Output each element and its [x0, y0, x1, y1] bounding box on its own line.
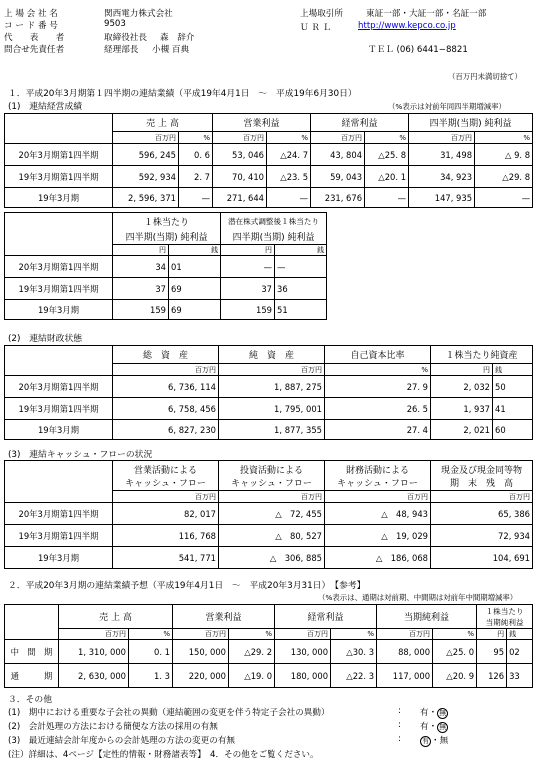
cell: 1, 795, 001 [219, 398, 325, 420]
cell: 159 [221, 300, 275, 320]
other-item-1-colon: : [398, 706, 401, 716]
cell: 27. 9 [325, 376, 431, 398]
section1-sub1: (1) 連結経営成績 [8, 102, 83, 112]
unit: 銭 [169, 245, 221, 256]
contact-label: 問合せ先責任者 [4, 45, 65, 55]
cell: 2. 7 [179, 166, 213, 188]
representative-label: 代 表 者 [4, 33, 65, 43]
cell: 02 [507, 640, 533, 664]
cell: 159 [113, 300, 169, 320]
cell: 26. 5 [325, 398, 431, 420]
cell: 37 [221, 278, 275, 300]
choice-yes: 有 [420, 722, 429, 732]
cell: 43, 804 [311, 144, 365, 166]
unit: % [325, 364, 431, 376]
unit: % [179, 132, 213, 144]
table-row [5, 144, 533, 166]
cell: 2, 021 [431, 420, 493, 440]
cell: 59, 043 [311, 166, 365, 188]
table-row [5, 525, 533, 547]
unit: % [331, 629, 377, 640]
cell: △19. 0 [229, 664, 275, 688]
tel: ＴＥＬ (06) 6441−8821 [368, 45, 468, 55]
table-row [5, 256, 327, 278]
cell: 41 [493, 398, 533, 420]
other-item-1: (1) 期中における重要な子会社の異動（連結範囲の変更を伴う特定子会社の異動） [8, 708, 330, 718]
cell: 34 [113, 256, 169, 278]
col-ordinary-income: 経常利益 [275, 605, 377, 629]
other-item-1-choice [420, 706, 448, 719]
row-label: 19年3月期 [5, 420, 113, 440]
cell: 27. 4 [325, 420, 431, 440]
row-label: 19年3月期第1四半期 [5, 166, 113, 188]
cell: 37 [113, 278, 169, 300]
contact-name: 小槻 百典 [152, 45, 190, 55]
unit: 円 [113, 245, 169, 256]
contact-title: 経理部長 [104, 45, 139, 55]
forecast-table [4, 604, 533, 688]
cell: 6, 758, 456 [113, 398, 219, 420]
row-label: 19年3月期第1四半期 [5, 278, 113, 300]
cell: 72, 934 [431, 525, 533, 547]
unit: 百万円 [213, 132, 267, 144]
exchange-value: 東証一部・大証一部・名証一部 [366, 9, 487, 19]
table-row [5, 398, 533, 420]
col-bps: １株当たり純資産 [431, 346, 533, 364]
table-row [5, 300, 327, 320]
cell: △30. 3 [331, 640, 377, 664]
col-diluted-eps-head1: 潜在株式調整後１株当たり [221, 213, 327, 230]
col-operating-cf: 営業活動による キャッシュ・フロー [113, 461, 219, 491]
cell: 592, 934 [113, 166, 179, 188]
cell: 1, 310, 000 [59, 640, 129, 664]
cash-flow-table [4, 460, 533, 569]
cell: 231, 676 [311, 188, 365, 208]
row-label: 20年3月期第1四半期 [5, 503, 113, 525]
cell: 1, 937 [431, 398, 493, 420]
financial-position-table [4, 345, 533, 440]
row-label: 19年3月期 [5, 547, 113, 569]
unit: 百万円 [219, 364, 325, 376]
cell: 34, 923 [409, 166, 475, 188]
cell: 117, 000 [377, 664, 433, 688]
cell: △ 19, 029 [325, 525, 431, 547]
company-url-link[interactable]: http://www.kepco.co.jp [358, 21, 456, 31]
cell: — [275, 256, 327, 278]
col-eps-head2: 四半期(当期) 純利益 [113, 230, 221, 245]
unit: % [475, 132, 533, 144]
col-diluted-eps-head2: 四半期(当期) 純利益 [221, 230, 327, 245]
cell: △29. 2 [229, 640, 275, 664]
unit: 円 [431, 364, 493, 376]
col-net-income: 四半期(当期) 純利益 [409, 114, 533, 132]
cell: △20. 1 [365, 166, 409, 188]
cell: 596, 245 [113, 144, 179, 166]
cell: 130, 000 [275, 640, 331, 664]
unit: 百万円 [113, 364, 219, 376]
col-operating-income: 営業利益 [173, 605, 275, 629]
unit: 百万円 [275, 629, 331, 640]
company-label: 上 場 会 社 名 [4, 9, 58, 19]
cell: 95 [477, 640, 507, 664]
cell: △ 48, 943 [325, 503, 431, 525]
cell: 220, 000 [173, 664, 229, 688]
cell: 271, 644 [213, 188, 267, 208]
cell: 33 [507, 664, 533, 688]
unit: 銭 [275, 245, 327, 256]
cell: 116, 768 [113, 525, 219, 547]
cell: 50 [493, 376, 533, 398]
unit: 円 [221, 245, 275, 256]
col-eps-head1: １株当たり [113, 213, 221, 230]
table-row [5, 420, 533, 440]
cell: 6, 736, 114 [113, 376, 219, 398]
section1-sub1-note: （%表示は対前年同四半期増減率） [388, 102, 506, 111]
cell: 69 [169, 300, 221, 320]
other-item-3-colon: : [398, 734, 401, 744]
cell: △ 186, 068 [325, 547, 431, 569]
exchange-label: 上場取引所 [300, 9, 343, 19]
unit: 百万円 [311, 132, 365, 144]
unit: 百万円 [377, 629, 433, 640]
unit: 百万円 [113, 132, 179, 144]
code-value: 9503 [104, 19, 126, 29]
cell: 541, 771 [113, 547, 219, 569]
unit: 銭 [507, 629, 533, 640]
cell: 147, 935 [409, 188, 475, 208]
unit: 百万円 [431, 491, 533, 503]
cell: △20. 9 [433, 664, 477, 688]
unit: % [129, 629, 173, 640]
table-row [5, 547, 533, 569]
cell: — [365, 188, 409, 208]
cell: △24. 7 [267, 144, 311, 166]
footnote: (注）詳細は、4ページ【定性的情報・財務諸表等】 4．その他をご覧ください。 [8, 750, 319, 760]
row-label: 19年3月期 [5, 188, 113, 208]
cell: 2, 630, 000 [59, 664, 129, 688]
col-total-assets: 総 資 産 [113, 346, 219, 364]
row-label: 通 期 [5, 664, 59, 688]
row-label: 中 間 期 [5, 640, 59, 664]
cell: 53, 046 [213, 144, 267, 166]
cell: 180, 000 [275, 664, 331, 688]
cell: 70, 410 [213, 166, 267, 188]
cell: — [475, 188, 533, 208]
cell: 6, 827, 230 [113, 420, 219, 440]
unit: 百万円 [219, 491, 325, 503]
cell: △ 80, 527 [219, 525, 325, 547]
col-net-assets: 純 資 産 [219, 346, 325, 364]
cell: △ 72, 455 [219, 503, 325, 525]
cell: 36 [275, 278, 327, 300]
cell: 60 [493, 420, 533, 440]
row-label: 19年3月期第1四半期 [5, 398, 113, 420]
other-item-3-choice [420, 734, 448, 747]
choice-no-circled: 無 [439, 709, 447, 717]
unit: % [267, 132, 311, 144]
col-eps: １株当たり 当期純利益 [477, 605, 533, 629]
col-cash-balance: 現金及び現金同等物 期 末 残 高 [431, 461, 533, 491]
cell: △ 9. 8 [475, 144, 533, 166]
cell: 31, 498 [409, 144, 475, 166]
unit: 百万円 [173, 629, 229, 640]
cell: △25. 8 [365, 144, 409, 166]
col-net-income: 当期純利益 [377, 605, 477, 629]
unit-note: （百万円未満切捨て） [448, 72, 522, 81]
separator-dot: ・ [428, 708, 438, 718]
row-label: 19年3月期 [5, 300, 113, 320]
cell: △22. 3 [331, 664, 377, 688]
row-label: 19年3月期第1四半期 [5, 525, 113, 547]
cell: 51 [275, 300, 327, 320]
table-row [5, 376, 533, 398]
operating-results-table [4, 113, 533, 208]
row-label: 20年3月期第1四半期 [5, 144, 113, 166]
unit: 百万円 [59, 629, 129, 640]
row-label: 20年3月期第1四半期 [5, 256, 113, 278]
choice-no-circled: 無 [439, 723, 447, 731]
other-item-3: (3) 最近連結会計年度からの会計処理の方法の変更の有無 [8, 736, 236, 746]
cell: — [267, 188, 311, 208]
choice-no: 無 [439, 736, 449, 746]
cell: 69 [169, 278, 221, 300]
cell: △25. 0 [433, 640, 477, 664]
col-financing-cf: 財務活動による キャッシュ・フロー [325, 461, 431, 491]
cell: 0. 1 [129, 640, 173, 664]
cell: — [221, 256, 275, 278]
col-equity-ratio: 自己資本比率 [325, 346, 431, 364]
representative-title: 取締役社長 [104, 33, 147, 43]
section1-title: １．平成20年3月期第１四半期の連結業績（平成19年4月1日 ～ 平成19年6月30日） [8, 89, 357, 99]
cell: 1, 887, 275 [219, 376, 325, 398]
table-row [5, 188, 533, 208]
col-investing-cf: 投資活動による キャッシュ・フロー [219, 461, 325, 491]
separator-dot: ・ [431, 736, 440, 746]
table-row [5, 640, 533, 664]
table-row [5, 503, 533, 525]
cell: 2, 596, 371 [113, 188, 179, 208]
cell: △23. 5 [267, 166, 311, 188]
representative-name: 森 辞介 [160, 33, 195, 43]
section1-sub3: (3) 連結キャッシュ・フローの状況 [8, 450, 153, 460]
section1-sub2: (2) 連結財政状態 [8, 334, 83, 344]
cell: 1. 3 [129, 664, 173, 688]
unit: 百万円 [113, 491, 219, 503]
row-label: 20年3月期第1四半期 [5, 376, 113, 398]
other-item-2-colon: : [398, 720, 401, 730]
cell: 01 [169, 256, 221, 278]
col-sales: 売 上 高 [113, 114, 213, 132]
table-row [5, 278, 327, 300]
cell: 88, 000 [377, 640, 433, 664]
cell: △29. 8 [475, 166, 533, 188]
cell: 104, 691 [431, 547, 533, 569]
separator-dot: ・ [428, 722, 438, 732]
section2-note: （%表示は、通期は対前期、中間期は対前年中間期増減率） [318, 593, 518, 602]
cell: 82, 017 [113, 503, 219, 525]
unit: % [229, 629, 275, 640]
cell: 2, 032 [431, 376, 493, 398]
cell: 65, 386 [431, 503, 533, 525]
unit: 円 [477, 629, 507, 640]
cell: 126 [477, 664, 507, 688]
cell: 1, 877, 355 [219, 420, 325, 440]
cell: 150, 000 [173, 640, 229, 664]
unit: % [433, 629, 477, 640]
col-sales: 売 上 高 [59, 605, 173, 629]
unit: 百万円 [409, 132, 475, 144]
unit: % [365, 132, 409, 144]
unit: 銭 [493, 364, 533, 376]
table-row [5, 166, 533, 188]
eps-table [4, 212, 327, 320]
cell: 0. 6 [179, 144, 213, 166]
col-operating-income: 営業利益 [213, 114, 311, 132]
choice-yes-circled: 有 [422, 737, 429, 745]
section2-title: ２．平成20年3月期の連結業績予想（平成19年4月1日 ～ 平成20年3月31日） 【参考】 [8, 581, 366, 591]
other-item-2: (2) 会計処理の方法における簡便な方法の採用の有無 [8, 722, 218, 732]
company-name: 関西電力株式会社 [104, 9, 173, 19]
unit: 百万円 [325, 491, 431, 503]
url-label: Ｕ Ｒ Ｌ [300, 23, 332, 33]
col-ordinary-income: 経常利益 [311, 114, 409, 132]
cell: △ 306, 885 [219, 547, 325, 569]
section3-title: ３．その他 [8, 695, 52, 705]
code-label: コ ー ド 番 号 [4, 21, 58, 31]
choice-yes: 有 [420, 708, 429, 718]
table-row [5, 664, 533, 688]
cell: — [179, 188, 213, 208]
other-item-2-choice [420, 720, 448, 733]
